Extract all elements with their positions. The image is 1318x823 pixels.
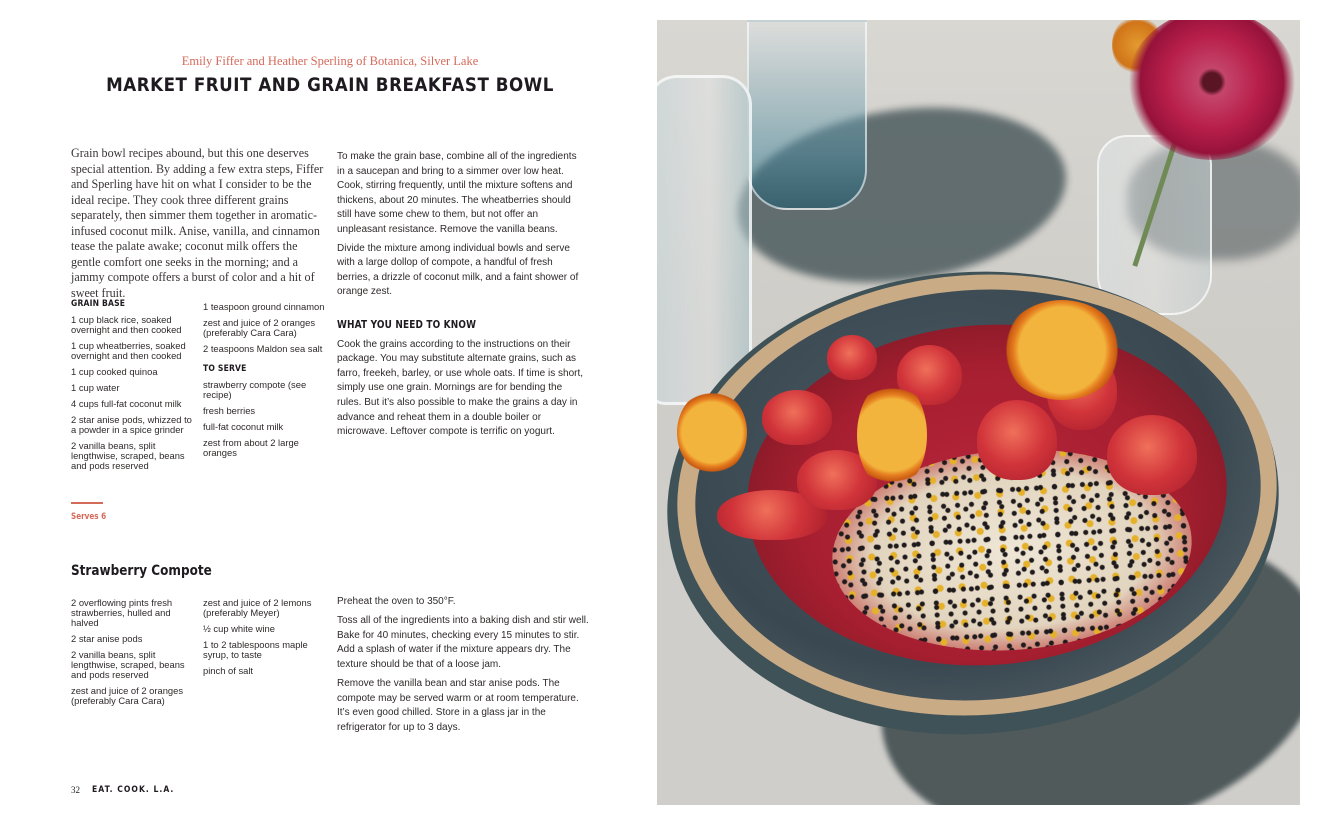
compote-ingredients xyxy=(71,598,196,712)
method-step: To make the grain base, combine all of the ingredients in a saucepan and bring to a simmer over low heat. Cook, stirring frequently, until the mixture softens and thickens, about 20 minutes. The wheatberries should still have some chew to them, but not offer an unpleasant resistance. Remove the vanilla beans. xyxy=(337,151,577,235)
ingredient: 2 vanilla beans, split lengthwise, scraped, beans and pods reserved xyxy=(71,649,185,681)
page-footer xyxy=(71,785,189,795)
water-glass xyxy=(657,75,752,405)
method-section xyxy=(337,150,587,444)
food-photo xyxy=(657,20,1300,805)
dried-orange-slice xyxy=(677,390,747,475)
ingredient: pinch of salt xyxy=(203,664,254,676)
ingredient: 2 star anise pods, whizzed to a powder in a spice grinder xyxy=(71,413,192,435)
method-step: Preheat the oven to 350°F. xyxy=(337,596,456,607)
grain-base-ingredients-continued xyxy=(203,302,328,464)
pink-flower xyxy=(1127,20,1297,160)
ingredient: 2 overflowing pints fresh strawberries, hulled and halved xyxy=(71,597,173,629)
recipe-title: MARKET FRUIT AND GRAIN BREAKFAST BOWL xyxy=(106,74,554,96)
method-step: Remove the vanilla bean and star anise pods. The compote may be served warm or at room temperature. It’s even good chilled. Store in a glass jar in the refrigerator for up to 3 days. xyxy=(337,677,579,733)
dried-orange-slice xyxy=(857,380,927,490)
ingredient: 1 teaspoon ground cinnamon xyxy=(203,301,325,312)
ingredient: strawberry compote (see recipe) xyxy=(203,379,307,401)
ingredient: 2 vanilla beans, split lengthwise, scraped, beans and pods reserved xyxy=(71,439,185,471)
intro-paragraph: Grain bowl recipes abound, but this one deserves special attention. By adding a few extra steps, Fiffer and Sperling have hit on what I consider to be the ideal recipe. They cook three different grains separately, then simmer them together in aromatic-infused coconut milk. Anise, vanilla, and cinnamon tease the palate awake; coconut milk offers the gentle comfort one seeks in the morning; and a jammy compote offers a burst of color and a hit of sweet fruit. xyxy=(71,146,324,300)
dried-orange-slice xyxy=(1002,300,1122,400)
ingredient: 2 teaspoons Maldon sea salt xyxy=(203,342,323,354)
ingredient: zest and juice of 2 oranges (preferably Cara Cara) xyxy=(203,316,316,338)
ingredient: 1 cup water xyxy=(71,382,120,393)
ingredient: 1 cup cooked quinoa xyxy=(71,366,158,378)
page-number: 32 xyxy=(71,785,80,795)
book-title: EAT. COOK. L.A. xyxy=(92,785,175,795)
glass-vase xyxy=(1097,135,1212,315)
to-serve-heading: TO SERVE xyxy=(203,364,247,374)
ingredient: 2 star anise pods xyxy=(71,633,143,645)
strawberry xyxy=(1107,415,1197,495)
ingredient: 1 cup black rice, soaked overnight and then cooked xyxy=(71,314,182,336)
strawberry xyxy=(977,400,1057,480)
byline: Emily Fiffer and Heather Sperling of Botanica, Silver Lake xyxy=(181,54,479,68)
ingredient: zest and juice of 2 lemons (preferably Meyer) xyxy=(203,597,312,619)
strawberry xyxy=(827,335,877,380)
method-step: Toss all of the ingredients into a baking dish and stir well. Bake for 40 minutes, checking every 15 minutes to stir. Add a splash of water if the mixture appears dry. The texture should be that of a loose jam. xyxy=(337,615,589,670)
ingredient: full-fat coconut milk xyxy=(203,421,284,432)
tip-heading: WHAT YOU NEED TO KNOW xyxy=(337,318,477,331)
grain-base-heading: GRAIN BASE xyxy=(71,299,126,309)
water-glass-back xyxy=(747,20,867,210)
ingredient: 1 cup wheatberries, soaked overnight and then cooked xyxy=(71,340,186,362)
ingredient: 1 to 2 tablespoons maple syrup, to taste xyxy=(203,638,308,660)
serves-divider xyxy=(71,502,103,504)
serves-label: Serves 6 xyxy=(71,512,107,522)
ingredient: 4 cups full-fat coconut milk xyxy=(71,397,182,409)
strawberry xyxy=(762,390,832,445)
left-page xyxy=(0,0,640,823)
ingredient: ½ cup white wine xyxy=(203,623,275,634)
ingredient: zest from about 2 large oranges xyxy=(203,436,299,458)
compote-ingredients-continued xyxy=(203,598,328,682)
method-step: Divide the mixture among individual bowls and serve with a large dollop of compote, a handful of fresh berries, a drizzle of coconut milk, and a faint shower of orange zest. xyxy=(337,242,579,298)
tip-paragraph: Cook the grains according to the instructions on their package. You may substitute alternate grains, such as farro, freekeh, barley, or use whole oats. If time is short, simply use one grain. Mornings are for bending the rules. But it’s also possible to make the grains a day in advance and reheat them in a double boiler or microwave. Leftover compote is terrific on yogurt. xyxy=(337,338,584,438)
grain-base-ingredients xyxy=(71,299,196,477)
ingredient: fresh berries xyxy=(203,405,256,417)
compote-title: Strawberry Compote xyxy=(71,563,212,579)
compote-method xyxy=(337,595,589,740)
ingredient: zest and juice of 2 oranges (preferably Cara Cara) xyxy=(71,685,184,707)
